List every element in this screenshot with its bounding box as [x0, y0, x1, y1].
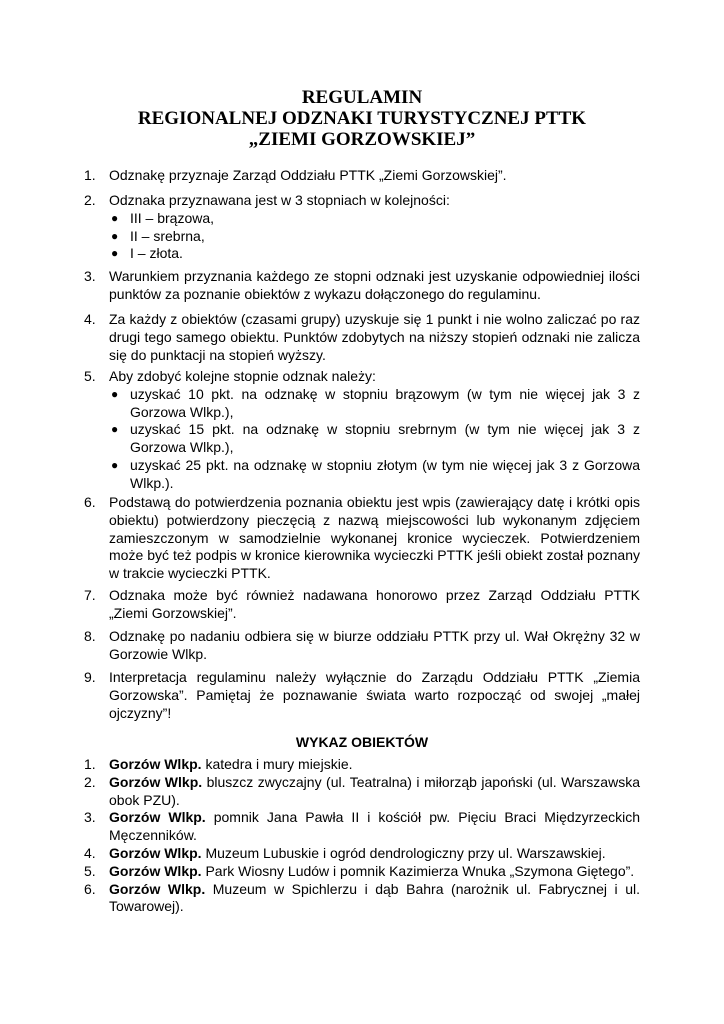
rule-number: 5. — [84, 368, 96, 384]
rule-text: Za każdy z obiektów (czasami grupy) uzyskuje się 1 punkt i nie wolno zaliczać po raz drugi tego samego obiektu. Punktów zdobytych na niższy stopień odznaki nie zalicza się do punktacji na stopień wyższy. — [109, 311, 640, 363]
rule-text: Warunkiem przyznania każdego ze stopni odznaki jest uzyskanie odpowiedniej ilości punktów za poznanie obiektów z wykazu dołączonego do regulaminu. — [109, 268, 640, 302]
rule-number: 4. — [84, 311, 96, 327]
list-item — [109, 421, 640, 457]
list-item — [109, 457, 640, 493]
object-number: 1. — [84, 756, 96, 772]
bullet-icon: ● — [111, 228, 119, 243]
object-number: 3. — [84, 809, 96, 826]
rule-item — [84, 368, 640, 493]
bullet-text: uzyskać 25 pkt. na odznakę w stopniu złotym (w tym nie więcej jak 3 z Gorzowa Wlkp.). — [130, 456, 640, 491]
object-item — [84, 809, 640, 845]
rule-item — [84, 587, 640, 623]
rule-number: 8. — [84, 628, 96, 644]
object-number: 5. — [84, 862, 96, 879]
rule-text: Podstawą do potwierdzenia poznania obiektu jest wpis (zawierający datę i krótki opis obiektu) potwierdzony pieczęcią z nazwą miejscowości lub wykonanym zdjęciem zamieszczonym w samodzielnie wykonanej kronice wycieczek. Potwierdzeniem może być też podpis w kronice kierownika wycieczki PTTK jeśli obiekt został poznany w trakcie wycieczki PTTK. — [109, 494, 640, 582]
object-place: Gorzów Wlkp. — [109, 844, 202, 861]
rule-item — [84, 192, 640, 263]
bullet-text: I – złota. — [130, 245, 183, 262]
object-place: Gorzów Wlkp. — [109, 756, 202, 772]
rule-text: Odznakę po nadaniu odbiera się w biurze oddziału PTTK przy ul. Wał Okrężny 32 w Gorzowie Wlkp. — [109, 628, 640, 662]
object-text: Muzeum Lubuskie i ogród dendrologiczny przy ul. Warszawskiej. — [201, 844, 606, 861]
rule-number: 7. — [84, 587, 96, 603]
rule-number: 9. — [84, 669, 96, 685]
object-number: 6. — [84, 880, 96, 897]
bullet-text: uzyskać 10 pkt. na odznakę w stopniu brązowym (w tym nie więcej jak 3 z Gorzowa Wlkp.), — [130, 385, 640, 420]
rules-list-g — [84, 587, 640, 623]
rules-list-a — [84, 167, 640, 185]
object-item — [84, 863, 640, 881]
bullet-icon: ● — [111, 422, 119, 437]
rule-item — [84, 311, 640, 364]
bullet-icon: ● — [111, 386, 119, 401]
rule-item — [84, 669, 640, 722]
bullet-text: uzyskać 15 pkt. na odznakę w stopniu srebrnym (w tym nie więcej jak 3 z Gorzowa Wlkp.), — [130, 421, 640, 456]
list-item — [109, 386, 640, 422]
rules-list-e — [84, 368, 640, 493]
object-text: bluszcz zwyczajny (ul. Teatralna) i miłorząb japoński (ul. Warszawska obok PZU). — [109, 773, 640, 808]
rule-text: Odznaka przyznawana jest w 3 stopniach w kolejności: — [109, 192, 450, 208]
rule-text: Odznaka może być również nadawana honorowo przez Zarząd Oddziału PTTK „Ziemi Gorzowskiej”. — [109, 587, 640, 621]
bullet-icon: ● — [111, 457, 119, 472]
rules-list-d — [84, 311, 640, 364]
rule-number: 6. — [84, 494, 96, 510]
rules-list-c — [84, 268, 640, 304]
object-number: 4. — [84, 844, 96, 861]
object-place: Gorzów Wlkp. — [109, 809, 206, 826]
bullet-icon: ● — [111, 246, 119, 261]
rule-text: Interpretacja regulaminu należy wyłącznie do Zarządu Oddziału PTTK „Ziemia Gorzowska”. Pamiętaj że poznawanie świata warto rozpocząć od swojej „małej ojczyzny”! — [109, 669, 640, 721]
object-text: Muzeum w Spichlerzu i dąb Bahra (narożnik ul. Fabrycznej i ul. Towarowej). — [109, 880, 640, 915]
list-item — [109, 228, 640, 246]
rules-list-h — [84, 628, 640, 664]
rule-item — [84, 628, 640, 664]
list-item — [109, 245, 640, 263]
object-place: Gorzów Wlkp. — [109, 773, 203, 790]
object-item — [84, 774, 640, 810]
rule-item — [84, 167, 640, 185]
object-item — [84, 756, 640, 774]
rules-list-i — [84, 669, 640, 722]
bullet-text: II – srebrna, — [130, 227, 205, 244]
rule-text: Aby zdobyć kolejne stopnie odznak należy: — [109, 368, 376, 384]
bullet-text: III – brązowa, — [130, 209, 215, 226]
object-item — [84, 881, 640, 917]
rule-number: 2. — [84, 192, 96, 208]
objects-list — [84, 756, 640, 916]
rule-number: 1. — [84, 167, 96, 183]
list-item — [109, 210, 640, 228]
grade-list — [109, 210, 640, 263]
bullet-icon: ● — [111, 210, 119, 225]
object-text: pomnik Jana Pawła II i kościół pw. Pięciu Braci Międzyrzeckich Męczenników. — [109, 809, 640, 844]
rule-text: Odznakę przyznaje Zarząd Oddziału PTTK „Ziemi Gorzowskiej”. — [109, 167, 507, 183]
rule-item — [84, 494, 640, 583]
title-line-3: „ZIEMI GORZOWSKIEJ” — [248, 129, 476, 150]
requirements-list — [109, 386, 640, 493]
rules-list-f — [84, 494, 640, 583]
object-text: katedra i mury miejskie. — [201, 756, 353, 772]
object-item — [84, 845, 640, 863]
rule-item — [84, 268, 640, 304]
title-line-1: REGULAMIN — [301, 87, 423, 108]
object-place: Gorzów Wlkp. — [109, 862, 202, 879]
object-place: Gorzów Wlkp. — [109, 880, 206, 897]
object-text: Park Wiosny Ludów i pomnik Kazimierza Wnuka „Szymona Giętego”. — [201, 862, 635, 879]
objects-heading: WYKAZ OBIEKTÓW — [295, 734, 429, 750]
rules-list-b — [84, 192, 640, 263]
rule-number: 3. — [84, 268, 96, 284]
title-line-2: REGIONALNEJ ODZNAKI TURYSTYCZNEJ PTTK — [137, 108, 587, 129]
object-number: 2. — [84, 773, 96, 790]
